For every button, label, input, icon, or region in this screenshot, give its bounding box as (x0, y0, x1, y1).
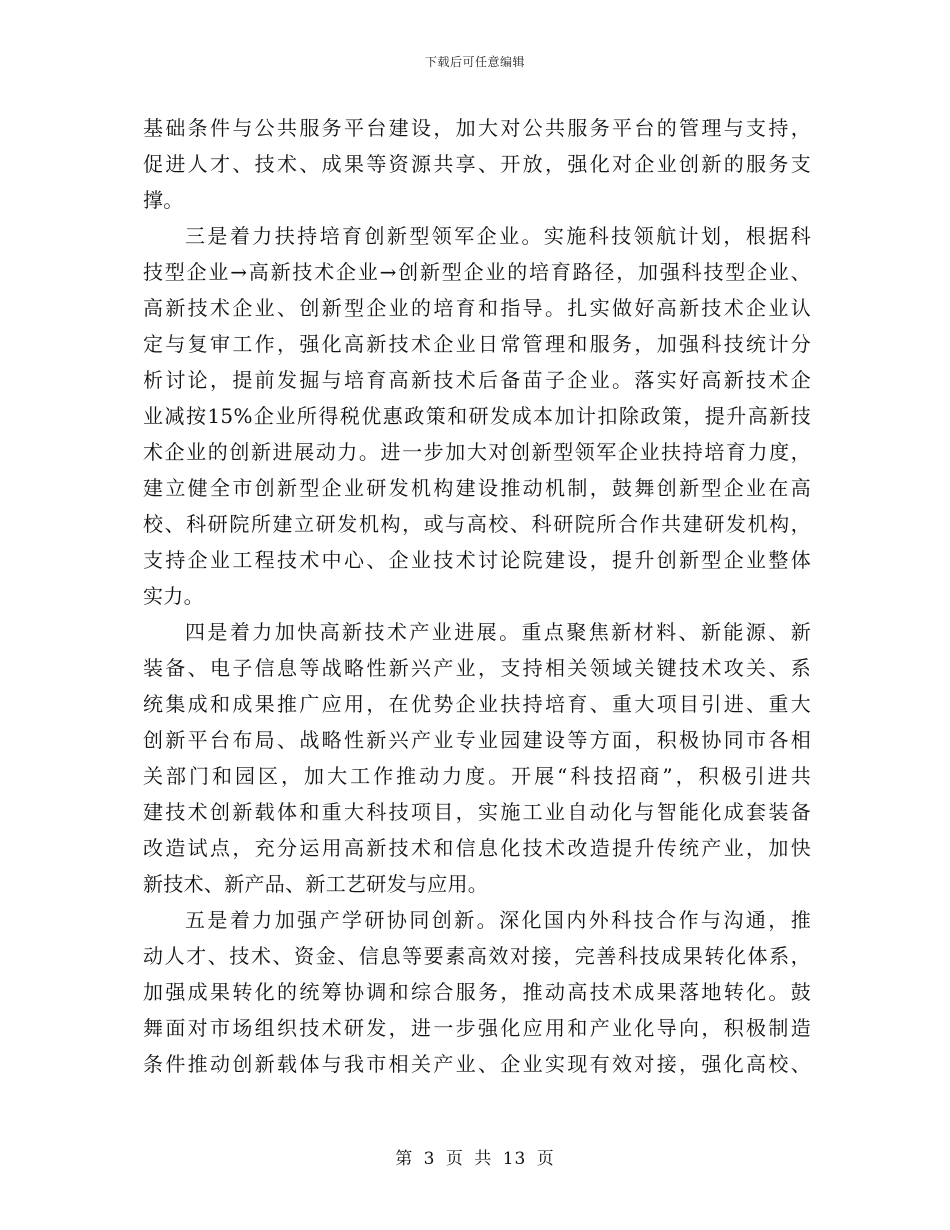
text-line: 撑。 (143, 188, 184, 212)
page-number-footer: 第 3 页 共 13 页 (395, 1149, 555, 1169)
text-line: 促进人才、技术、成果等资源共享、开放，强化对企业创新的服务支 (143, 152, 811, 176)
text-line: 建立健全市创新型企业研发机构建设推动机制，鼓舞创新型企业在高 (143, 476, 811, 500)
text-line: 条件推动创新载体与我市相关产业、企业实现有效对接，强化高校、 (143, 1052, 811, 1076)
text-line: 三是着力扶持培育创新型领军企业。实施科技领航计划，根据科 (185, 224, 811, 248)
text-line: 装备、电子信息等战略性新兴产业，支持相关领域关键技术攻关、系 (143, 656, 811, 680)
page-header: 下载后可任意编辑 (424, 55, 525, 69)
text-line: 技型企业→高新技术企业→创新型企业的培育路径，加强科技型企业、 (143, 260, 811, 284)
text-line: 业减按15%企业所得税优惠政策和研发成本加计扣除政策，提升高新技 (143, 404, 811, 428)
document-body (143, 110, 811, 1082)
text-line: 基础条件与公共服务平台建设，加大对公共服务平台的管理与支持， (143, 116, 811, 140)
text-line: 四是着力加快高新技术产业进展。重点聚焦新材料、新能源、新 (185, 620, 811, 644)
text-line: 校、科研院所建立研发机构，或与高校、科研院所合作共建研发机构， (143, 512, 811, 536)
text-line: 支持企业工程技术中心、企业技术讨论院建设，提升创新型企业整体 (143, 548, 811, 572)
text-line: 定与复审工作，强化高新技术企业日常管理和服务，加强科技统计分 (143, 332, 811, 356)
text-line: 建技术创新载体和重大科技项目，实施工业自动化与智能化成套装备 (143, 800, 811, 824)
text-line: 五是着力加强产学研协同创新。深化国内外科技合作与沟通，推 (185, 908, 811, 932)
text-line: 舞面对市场组织技术研发，进一步强化应用和产业化导向，积极制造 (143, 1016, 811, 1040)
text-line: 关部门和园区，加大工作推动力度。开展“科技招商”，积极引进共 (143, 764, 811, 788)
text-line: 加强成果转化的统筹协调和综合服务，推动高技术成果落地转化。鼓 (143, 980, 811, 1004)
text-line: 术企业的创新进展动力。进一步加大对创新型领军企业扶持培育力度， (143, 440, 811, 464)
text-line: 创新平台布局、战略性新兴产业专业园建设等方面，积极协同市各相 (143, 728, 811, 752)
text-line: 实力。 (143, 584, 204, 608)
text-line: 改造试点，充分运用高新技术和信息化技术改造提升传统产业，加快 (143, 836, 811, 860)
text-line: 高新技术企业、创新型企业的培育和指导。扎实做好高新技术企业认 (143, 296, 811, 320)
text-line: 统集成和成果推广应用，在优势企业扶持培育、重大项目引进、重大 (143, 692, 811, 716)
text-line: 析讨论，提前发掘与培育高新技术后备苗子企业。落实好高新技术企 (143, 368, 811, 392)
text-line: 动人才、技术、资金、信息等要素高效对接，完善科技成果转化体系， (143, 944, 811, 968)
text-line: 新技术、新产品、新工艺研发与应用。 (143, 872, 489, 896)
